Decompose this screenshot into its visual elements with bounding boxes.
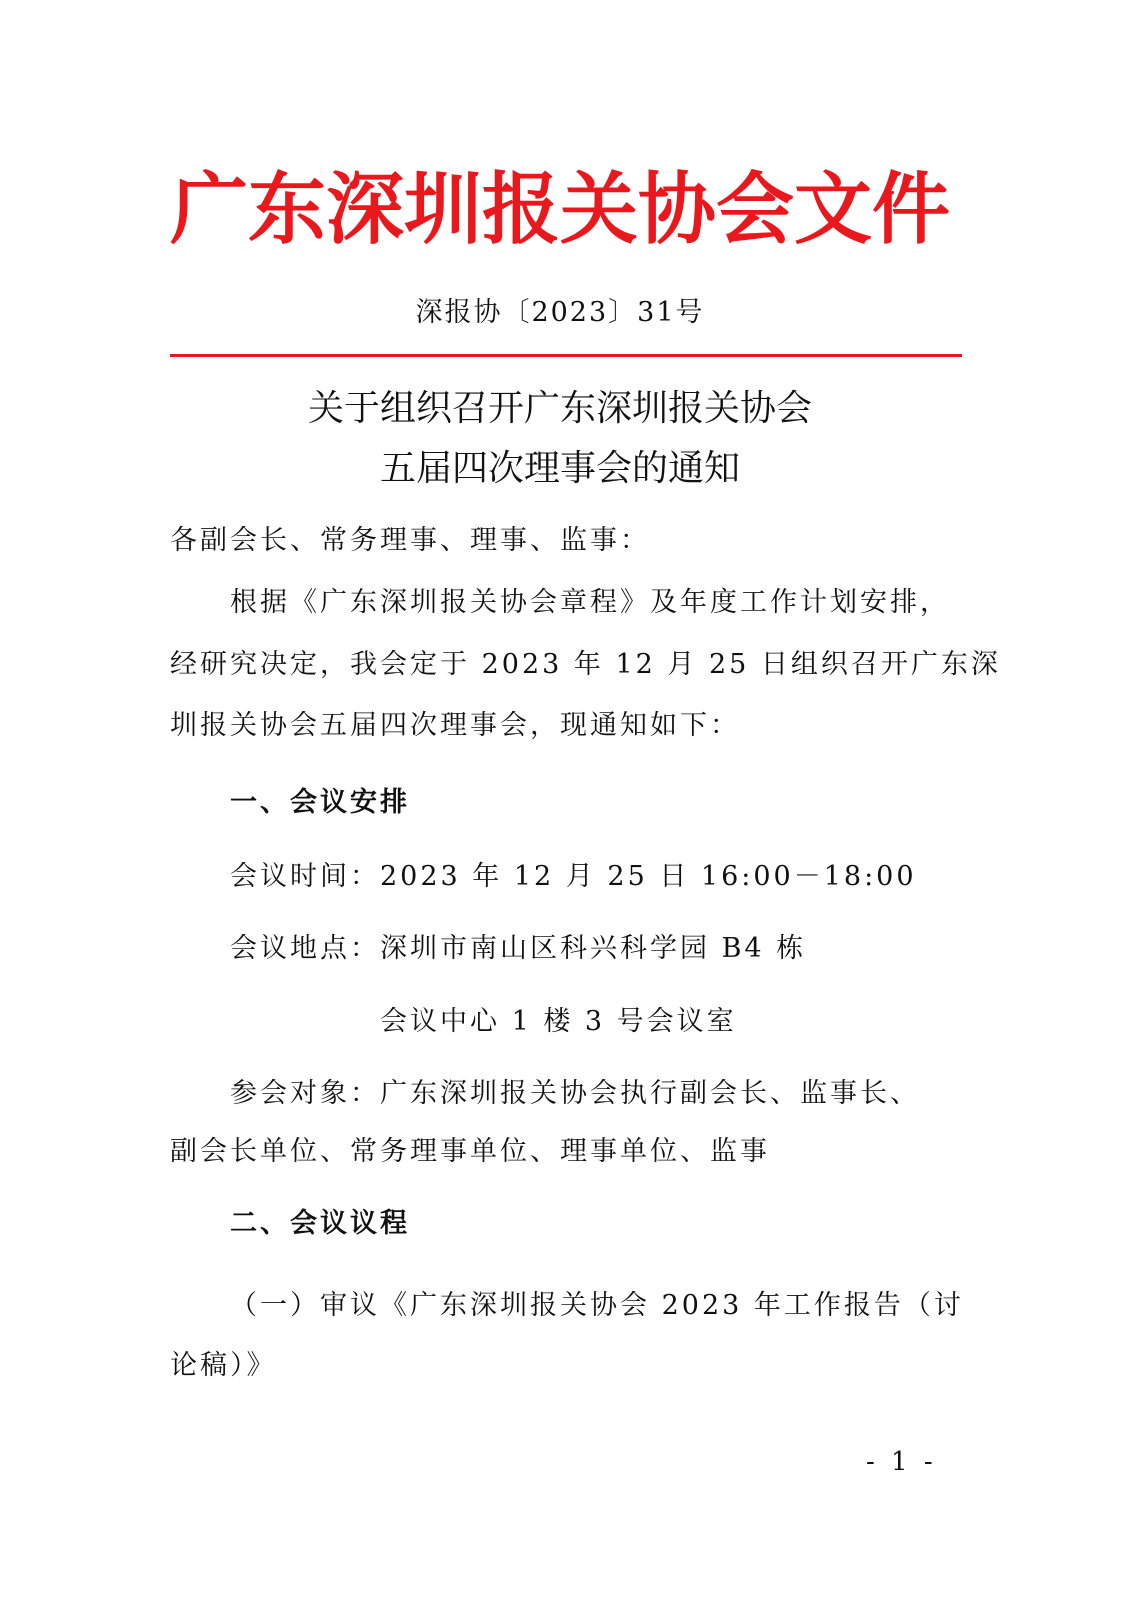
notice-title-line-2: 五届四次理事会的通知 bbox=[379, 448, 740, 489]
section-heading-agenda: 二、会议议程 bbox=[230, 1208, 410, 1239]
attendees-line-1: 参会对象：广东深圳报关协会执行副会长、监事长、 bbox=[230, 1078, 920, 1109]
agenda-item-1-line-2: 论稿）》 bbox=[170, 1350, 277, 1381]
agenda-item-1-line-1: （一）审议《广东深圳报关协会 2023 年工作报告（讨 bbox=[230, 1290, 964, 1321]
salutation: 各副会长、常务理事、理事、监事： bbox=[170, 525, 650, 556]
red-separator-rule bbox=[170, 354, 962, 357]
intro-line-2: 经研究决定，我会定于 2023 年 12 月 25 日组织召开广东深 bbox=[170, 649, 1001, 680]
meeting-location-line-2: 会议中心 1 楼 3 号会议室 bbox=[380, 1006, 737, 1037]
intro-line-1: 根据《广东深圳报关协会章程》及年度工作计划安排， bbox=[230, 587, 950, 618]
notice-title-line-1: 关于组织召开广东深圳报关协会 bbox=[307, 388, 812, 429]
document-number: 深报协〔2023〕31号 bbox=[415, 297, 705, 328]
masthead-title: 广东深圳报关协会文件 bbox=[169, 165, 950, 255]
page-number: - 1 - bbox=[866, 1447, 937, 1477]
attendees-line-2: 副会长单位、常务理事单位、理事单位、监事 bbox=[170, 1136, 770, 1167]
meeting-location-line-1: 会议地点：深圳市南山区科兴科学园 B4 栋 bbox=[230, 933, 807, 964]
section-heading-meeting-arrangement: 一、会议安排 bbox=[230, 787, 410, 818]
meeting-time: 会议时间：2023 年 12 月 25 日 16:00－18:00 bbox=[230, 861, 917, 892]
intro-line-3: 圳报关协会五届四次理事会，现通知如下： bbox=[170, 710, 740, 741]
